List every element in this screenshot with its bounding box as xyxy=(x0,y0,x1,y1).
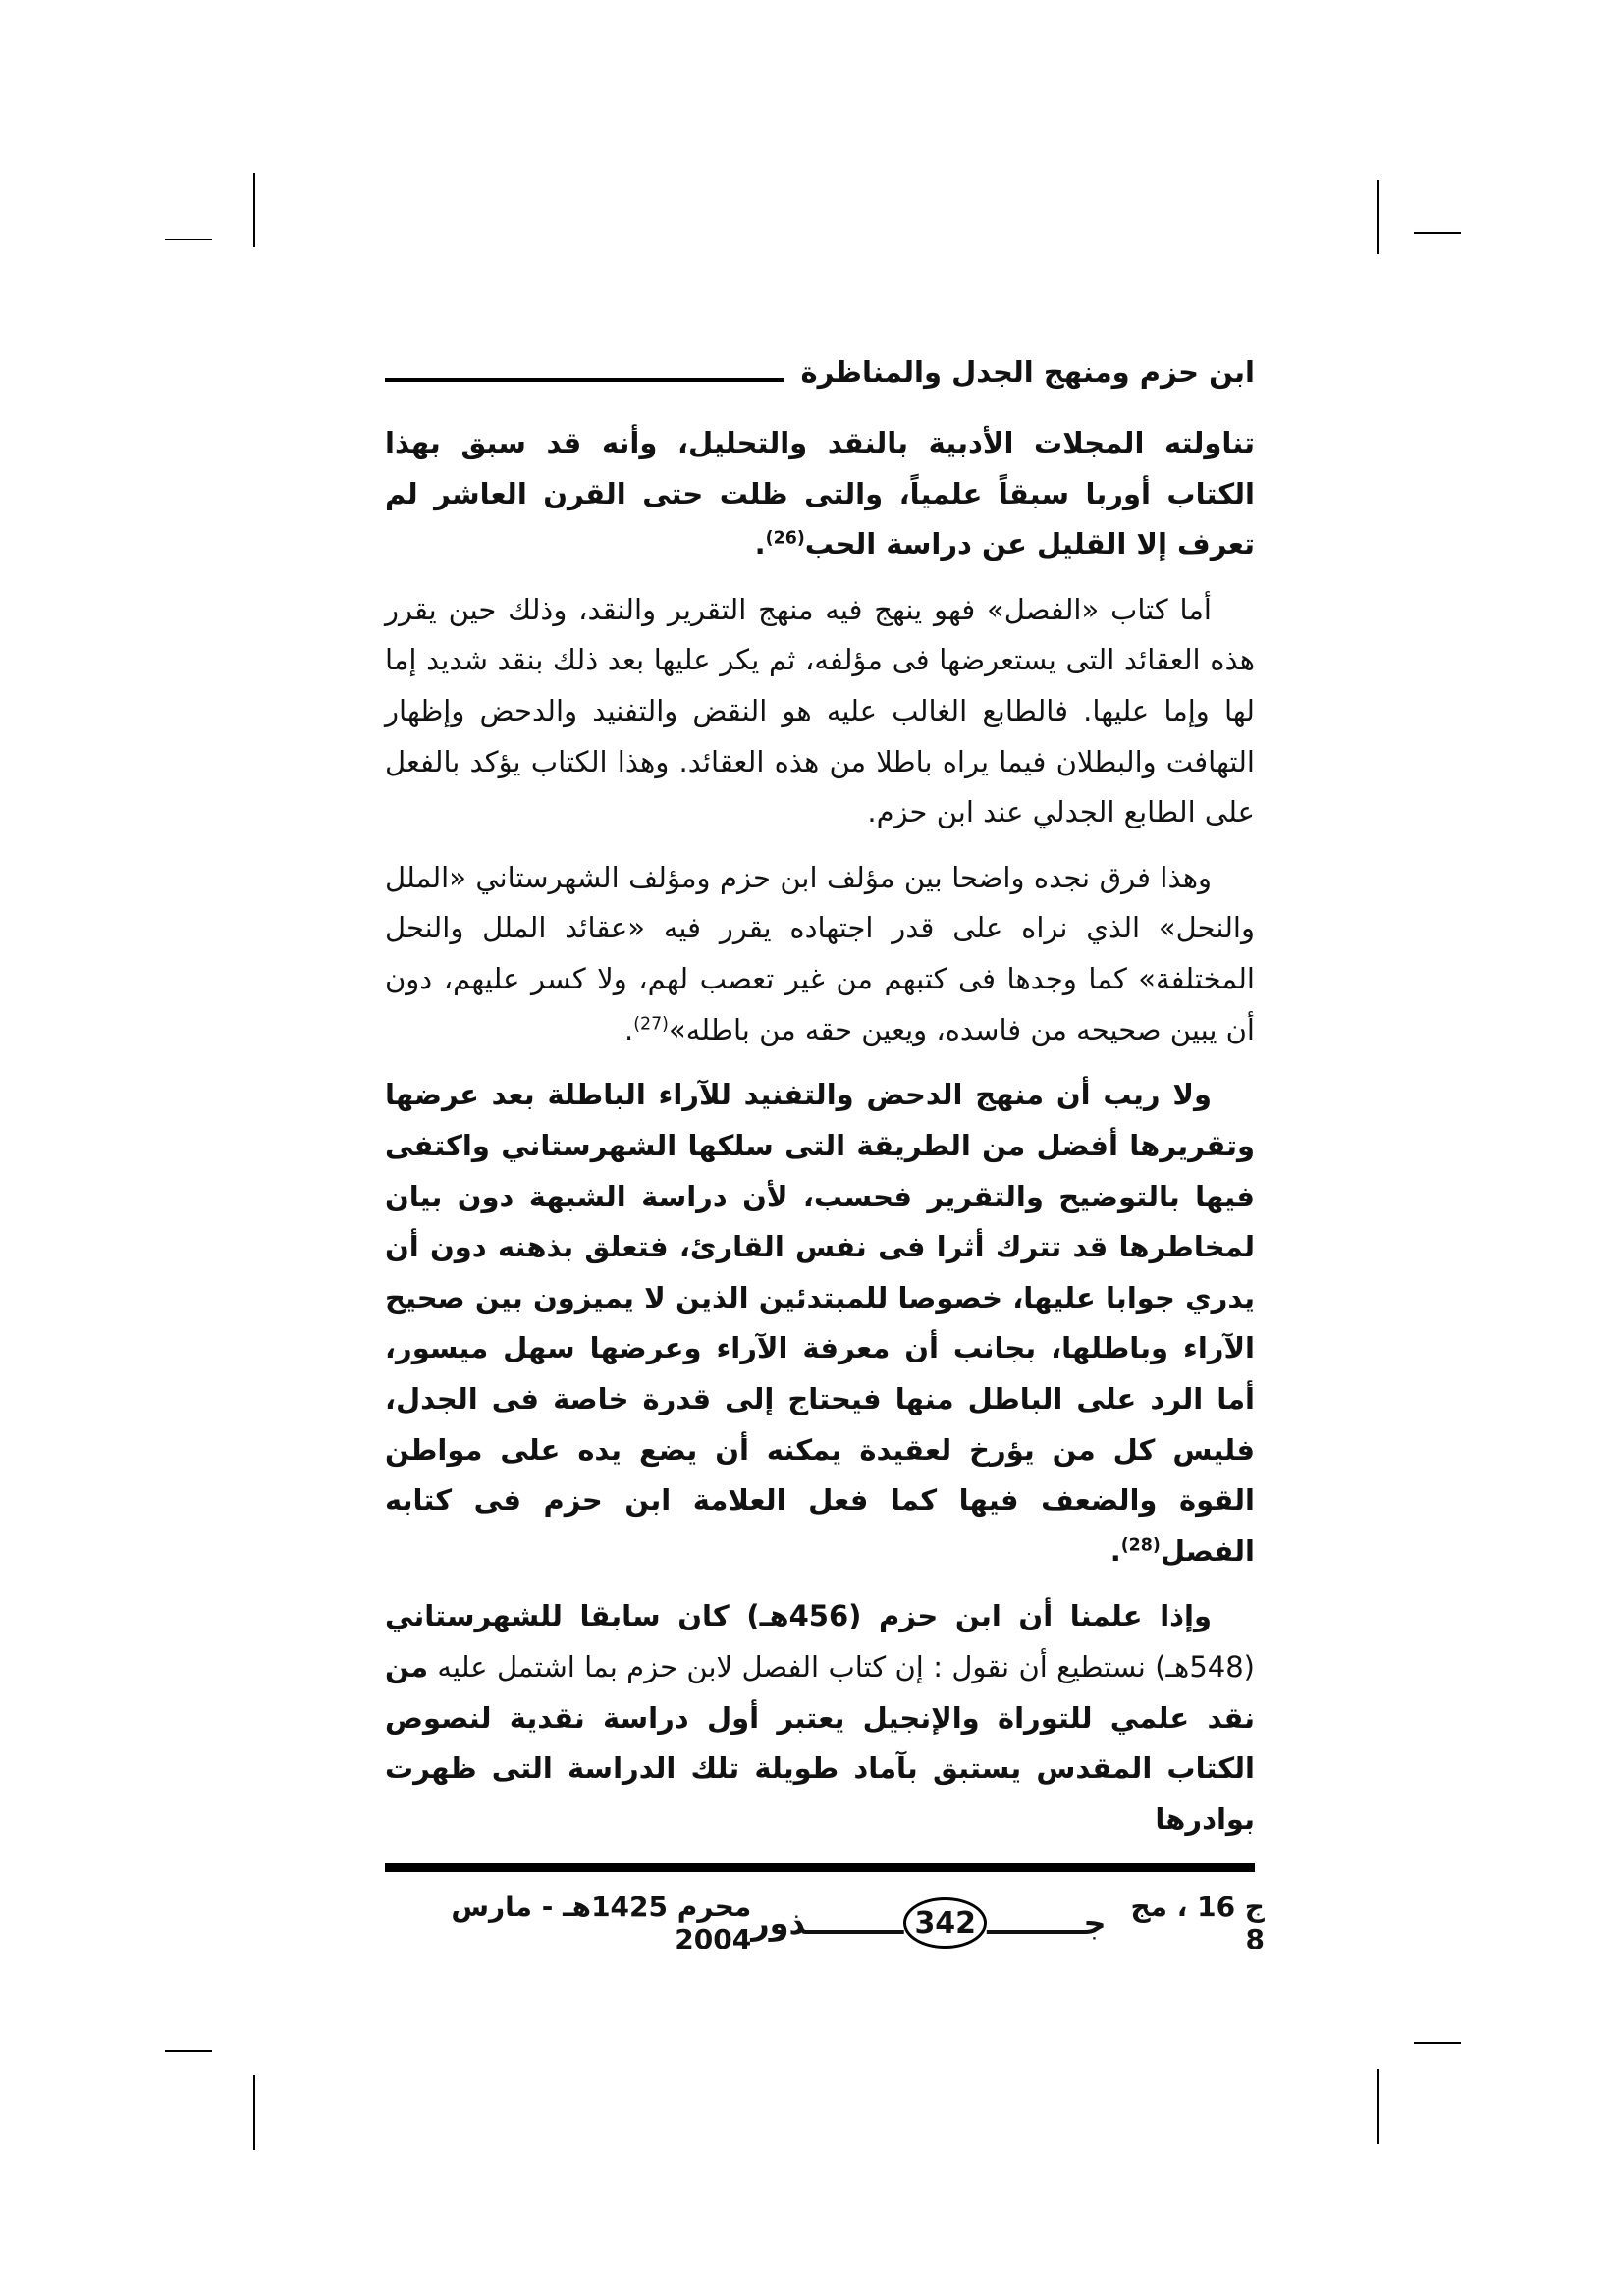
chapter-title: ابن حزم ومنهج الجدل والمناظرة xyxy=(800,355,1255,389)
footnote-marker: (28) xyxy=(1120,1535,1161,1556)
crop-mark-top-right-vertical xyxy=(1377,180,1379,254)
paragraph: وإذا علمنا أن ابن حزم (456هـ) كان سابقا للشهرستاني (548هـ) نستطيع أن نقول : إن كتاب الفصل لابن حزم بما اشتمل عليه من نقد علمي للتوراة والإنجيل يعتبر أول دراسة نقدية لنصوص الكتاب المقدس يستبق بآماد طويلة تلك الدراسة التى ظهرت بوادرها xyxy=(385,1599,1255,1836)
crop-mark-bottom-right-vertical xyxy=(1377,2069,1379,2144)
journal-name-right-part: جـــــــــ xyxy=(987,1904,1107,1942)
paragraph: ولا ريب أن منهج الدحض والتفنيد للآراء الباطلة بعد عرضها وتقريرها أفضل من الطريقة التى سلكها الشهرستاني واكتفى فيها بالتوضيح والتقرير فحسب، لأن دراسة الشبهة دون بيان لمخاطرها قد تترك أثرا فى نفس القارئ، فتعلق بذهنه دون أن يدري جوابا عليها، خصوصا للمبتدئين الذين لا يميزون بين صحيح الآراء وباطلها، بجانب أن معرفة الآراء وعرضها سهل ميسور، أما الرد على الباطل منها فيحتاج إلى قدرة خاصة فى الجدل، فليس كل من يؤرخ لعقيدة يمكنه أن يضع يده على مواطن القوة والضعف فيها كما فعل العلامة ابن حزم فى كتابه الفصل$^{(28)}$. xyxy=(385,1078,1255,1568)
footer-rule xyxy=(385,1863,1255,1872)
paragraph: وهذا فرق نجده واضحا بين مؤلف ابن حزم ومؤلف الشهرستاني «الملل والنحل» الذي نراه على قدر اجتهاده يقرر فيه «عقائد الملل والنحل المختلفة» كما وجدها فى كتبهم من غير تعصب لهم، ولا كسر عليهم، دون أن يبين صحيحه من فاسده، ويعين حقه من باطله»$^{(27)}$. xyxy=(385,860,1255,1046)
article xyxy=(385,355,1255,1859)
footnote-marker: (26) xyxy=(765,528,805,549)
article-body xyxy=(385,418,1255,1844)
crop-mark-top-right-horizontal xyxy=(1414,232,1461,234)
crop-mark-top-left-vertical xyxy=(253,173,255,247)
header-rule xyxy=(385,378,784,382)
footer-issue-info: ج 16 ، مج 8 xyxy=(1130,1891,1265,1955)
footer-date: محرم 1425هـ - مارس 2004 xyxy=(451,1891,752,1955)
page-footer xyxy=(375,1891,1265,1955)
footnote-marker: (27) xyxy=(633,1014,669,1035)
page-number-badge: 342 xyxy=(903,1897,987,1949)
crop-mark-bottom-right-horizontal xyxy=(1414,2042,1461,2044)
crop-mark-top-left-horizontal xyxy=(165,239,212,240)
paragraph: تناولته المجلات الأدبية بالنقد والتحليل، وأنه قد سبق بهذا الكتاب أوربا سبقاً علمياً، والتى ظلت حتى القرن العاشر لم تعرف إلا القليل عن دراسة الحب$^{(26)}$. xyxy=(385,426,1255,561)
paragraph: أما كتاب «الفصل» فهو ينهج فيه منهج التقرير والنقد، وذلك حين يقرر هذه العقائد التى يستعرضها فى مؤلفه، ثم يكر عليها بعد ذلك بنقد شديد إما لها وإما عليها. فالطابع الغالب عليه هو النقض والتفنيد والدحض وإظهار التهافت والبطلان فيما يراه باطلا من هذه العقائد. وهذا الكتاب يؤكد بالفعل على الطابع الجدلي عند ابن حزم. xyxy=(385,592,1255,829)
crop-mark-bottom-left-vertical xyxy=(253,2075,255,2150)
journal-logotype xyxy=(751,1897,1106,1949)
journal-name-left-part: ـــــــــذور xyxy=(751,1904,904,1942)
crop-mark-bottom-left-horizontal xyxy=(165,2050,212,2052)
running-head xyxy=(385,355,1255,389)
